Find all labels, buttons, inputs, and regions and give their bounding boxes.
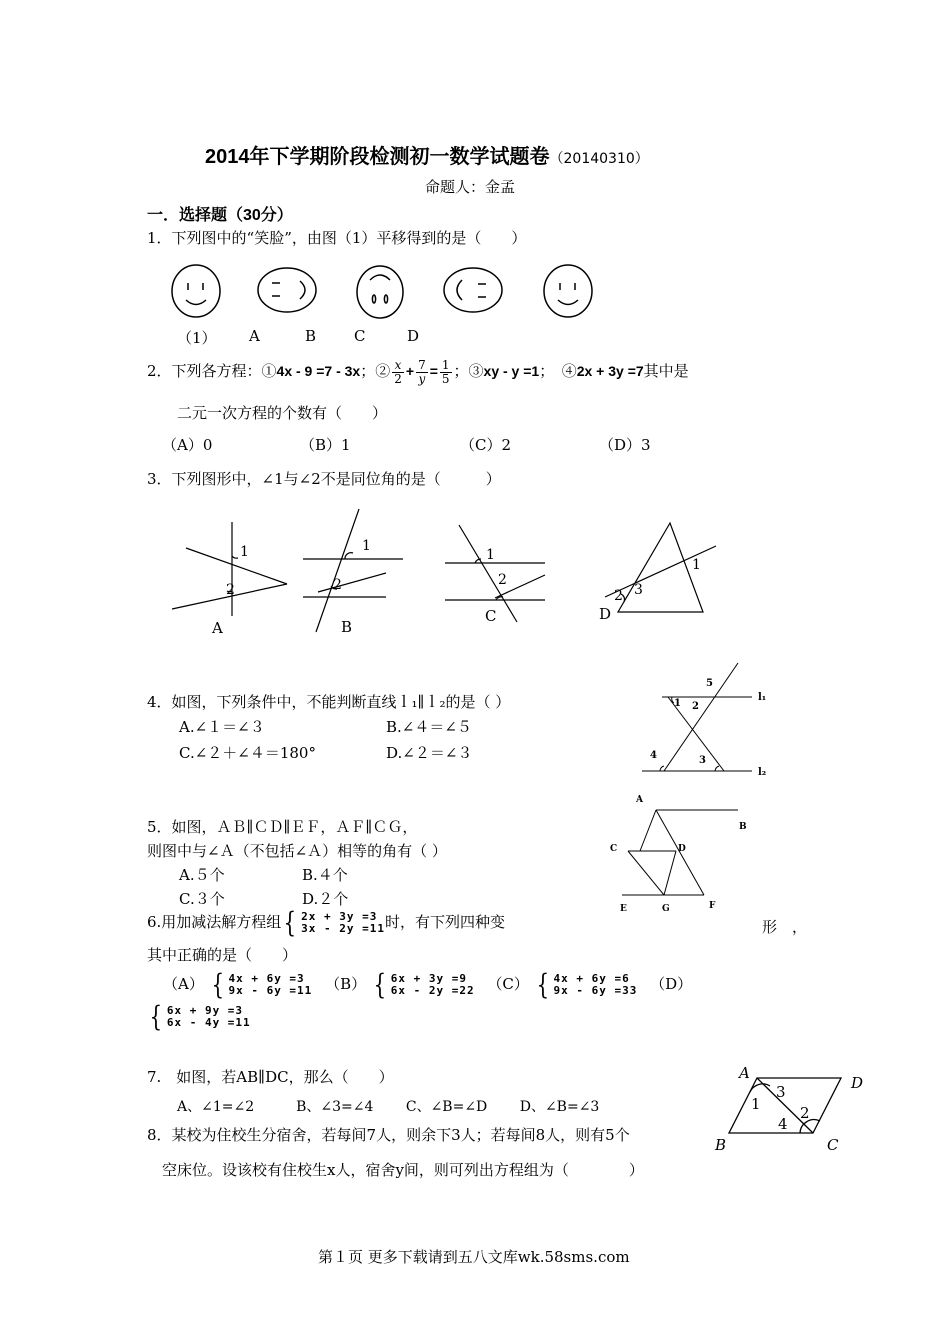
q2-eq1: 4x - 9 =7 - 3x [276,363,361,379]
q6-option-c-label: （C） [487,975,529,993]
q6-option-c-system: { 4x + 6y =6 9x - 6y =33 [536,968,638,1001]
figC-angle1: 1 [486,547,495,563]
q2-prefix: 2．下列各方程：① [147,362,277,380]
figC-label: C [485,607,497,625]
q2-line2: 二元一次方程的个数有（ ） [177,404,388,422]
q5-line1: 5．如图，ＡＢ∥ＣＤ∥ＥＦ，ＡＦ∥ＣＧ， [147,818,418,836]
q5-point-e: E [620,904,627,914]
frac1-num: x [392,359,404,373]
q5-point-b: B [739,822,747,832]
q6-c-eq2: 9x - 6y =33 [553,984,638,997]
q1-label-a: A [249,327,260,345]
author-line: 命题人：金孟 [425,178,516,196]
q7-point-c: C [827,1136,839,1154]
q4-option-c: C.∠２＋∠４＝180° [179,744,316,762]
page-footer: 第１页 更多下载请到五八文库wk.58sms.com [318,1248,630,1266]
q6-prefix: 6.用加减法解方程组 [147,913,282,931]
q6-a-eq1: 4x + 6y =3 [228,972,305,985]
q7-point-a: A [739,1064,750,1082]
figB-angle2: 2 [333,577,342,593]
frac2-den: y [418,371,426,386]
q6-d-eq2: 6x - 4y =11 [166,1016,251,1029]
q6-b-eq2: 6x - 2y =22 [390,984,475,997]
q6-b-eq1: 6x + 3y =9 [390,972,467,985]
q4-angle3: 3 [699,755,706,766]
q7-text: 7. 如图，若AB∥DC，那么（ ） [147,1068,394,1086]
figD-angle2: 2 [614,588,623,604]
q6-tail: 形 ， [762,918,808,936]
q7-point-d: D [851,1074,864,1092]
q6-option-b-label: （B） [325,975,367,993]
q2-sep2: ；③ [453,362,484,380]
figD-label: D [599,605,612,623]
q1-label-d: D [407,327,420,345]
q2-option-b: （B）1 [300,436,351,454]
title-date: （20140310） [549,151,649,167]
q1-label-1: （1） [177,329,217,347]
q1-label-c: C [354,327,366,345]
q6-system: { 2x + 3y =3 3x - 2y =11 [283,906,385,939]
figD-angle1: 1 [692,557,701,573]
q5-point-f: F [709,901,716,911]
q5-option-b: B.４个 [302,866,348,884]
figA-angle2: 2 [226,582,235,598]
q2-equal: = [429,363,438,379]
q6-d-eq1: 6x + 9y =3 [166,1004,244,1017]
title-text: 2014年下学期阶段检测初一数学试题卷 [205,146,550,168]
q7-angle1: 1 [751,1095,761,1113]
q2-plus: + [405,363,415,379]
frac2-num: 7 [418,357,426,372]
q2-eq3: xy - y =1 [483,363,540,379]
q2-sep3: ； ④ [539,362,577,380]
q8-line1: 8．某校为住校生分宿舍，若每间7人，则余下3人；若每间8人，则有5个 [147,1126,630,1144]
figC-angle2: 2 [498,572,507,588]
q6-sys-eq1: 2x + 3y =3 [301,910,378,923]
q6-sys-eq2: 3x - 2y =11 [301,922,385,935]
q6-option-b-system: { 6x + 3y =9 6x - 2y =22 [373,968,475,1001]
q4-option-d: D.∠２＝∠３ [386,744,473,762]
q4-angle1: 1 [674,698,681,709]
q5-point-d: D [678,844,686,854]
q4-line-l1: l₁ [758,692,767,703]
q2-eq4: 2x + 3y =7 [576,363,644,379]
q7-angle4: 4 [778,1115,788,1133]
q4-angle5: 5 [706,678,713,689]
q6-mid: 时，有下列四种变 [385,913,506,931]
frac3-den: 5 [441,371,450,386]
q4-angle4: 4 [650,750,657,761]
section-heading: 一．选择题（30分） [147,207,293,224]
q4-angle2: 2 [692,701,699,712]
figB-angle1: 1 [362,538,371,554]
q8-line2: 空床位。设该校有住校生x人，宿舍y间，则可列出方程组为（ ） [162,1161,644,1179]
q7-angle2: 2 [800,1104,810,1122]
frac1-den: 2 [394,371,402,386]
q2-option-a: （A）0 [162,436,213,454]
q4-line-l2: l₂ [758,767,767,778]
q5-option-d: D.２个 [302,890,349,908]
q2-option-c: （C）2 [460,436,512,454]
q2-suffix: 其中是 [643,362,689,380]
q5-option-a: A.５个 [179,866,225,884]
figA-angle1: 1 [240,544,249,560]
q6-option-d-system: { 6x + 9y =3 6x - 4y =11 [149,1000,251,1033]
q5-option-c: C.３个 [179,890,225,908]
q2-sep1: ；② [360,362,391,380]
q7-point-b: B [715,1136,727,1154]
frac3-num: 1 [441,357,450,372]
q5-point-a: A [636,795,643,805]
q2-option-d: （D）3 [599,436,651,454]
q5-point-g: G [662,904,670,914]
q7-angle3: 3 [776,1083,786,1101]
q1-text: 1．下列图中的“笑脸”，由图（1）平移得到的是（ ） [147,229,527,247]
figD-angle3: 3 [634,582,643,598]
q6-option-d-label: （D） [650,975,693,993]
q6-line2: 其中正确的是（ ） [147,946,298,964]
q4-option-b: B.∠４＝∠５ [386,718,472,736]
q6-c-eq1: 4x + 6y =6 [553,972,630,985]
q5-point-c: C [610,844,618,854]
figB-label: B [341,618,353,636]
q4-option-a: A.∠１＝∠３ [179,718,265,736]
q6-option-a-label: （A） [163,975,204,993]
q7-options: A、∠1=∠2 B、∠3=∠4 C、∠B=∠D D、∠B=∠3 [177,1099,600,1115]
q4-text: 4．如图，下列条件中，不能判断直线ｌ₁∥ｌ₂的是（ ） [147,693,511,711]
q3-text: 3．下列图形中，∠1与∠2不是同位角的是（ ） [147,470,501,488]
q6-a-eq2: 9x - 6y =11 [228,984,313,997]
q6-option-a-system: { 4x + 6y =3 9x - 6y =11 [211,968,313,1001]
figA-label: A [212,619,223,637]
q1-label-b: B [305,327,317,345]
q5-line2: 则图中与∠Ａ（不包括∠Ａ）相等的角有（ ） [147,842,447,860]
